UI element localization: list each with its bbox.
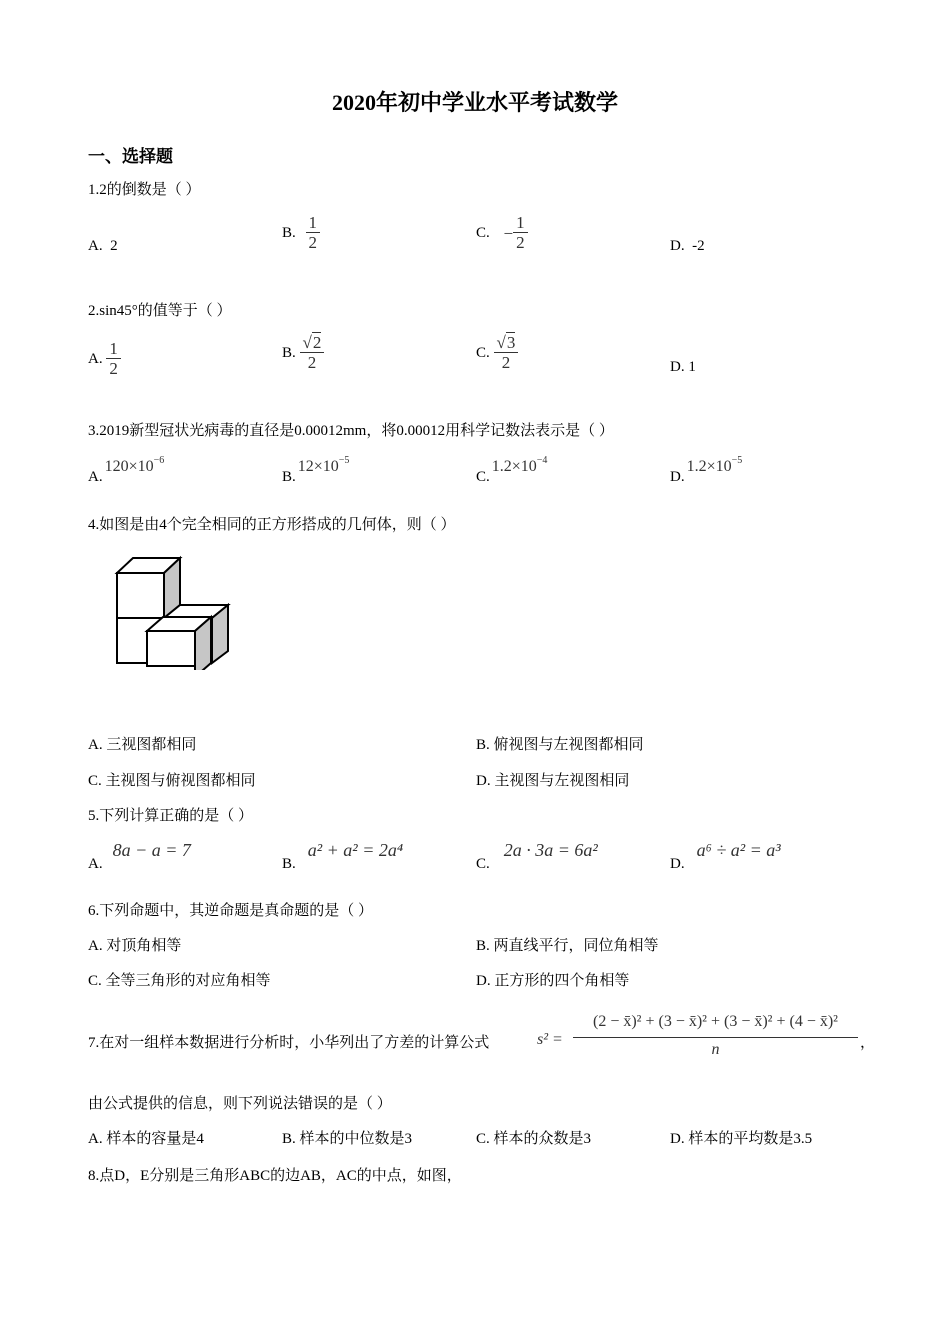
q3-option-d: $D.1.2\times 10^{-5}$ xyxy=(670,455,743,485)
q6-option-d: D. 正方形的四个角相等 xyxy=(476,973,630,989)
q1-option-c: C. − $\frac{1}{2}$ xyxy=(476,214,528,253)
q5-option-d: D.a⁶ ÷ a² = a³ xyxy=(670,840,781,872)
q5-option-c: C.2a · 3a = 6a² xyxy=(476,840,598,872)
q3-option-a: $A.120\times 10^{-6}$ xyxy=(88,455,165,485)
q1-option-d: D. -2 xyxy=(670,238,705,254)
q6-option-a: A. 对顶角相等 xyxy=(88,938,182,954)
q7-comma: ， xyxy=(860,1035,876,1051)
page-title: 2020年初中学业水平考试数学 xyxy=(331,90,618,115)
q7-option-b: B. 样本的中位数是3 xyxy=(282,1131,413,1147)
question-8-stem: 8.点D，E分别是三角形ABC的边AB，AC的中点，如图， xyxy=(88,1168,462,1184)
q1-option-b: B. $\frac{1}{2}$ xyxy=(282,214,320,253)
q7-formula-denominator: n xyxy=(711,1041,720,1058)
q7-option-c: C. 样本的众数是3 xyxy=(476,1131,592,1147)
q1-option-a: A. 2 xyxy=(88,238,118,254)
question-6-stem: 6.下列命题中，其逆命题是真命题的是（ ） xyxy=(88,903,374,919)
q7-option-a: A. 样本的容量是4 xyxy=(88,1131,204,1147)
question-7-stem: 7.在对一组样本数据进行分析时，小华列出了方差的计算公式 xyxy=(88,1035,490,1051)
cube-stack-figure xyxy=(110,555,235,670)
q2-option-a: A. $\frac{1}{2}$ xyxy=(88,340,121,379)
q4-option-a: A. 三视图都相同 xyxy=(88,737,197,753)
q7-formula-fraction xyxy=(573,1010,858,1062)
front-cube-front-face xyxy=(147,631,195,666)
q4-option-b: B. 俯视图与左视图都相同 xyxy=(476,737,644,753)
q6-option-c: C. 全等三角形的对应角相等 xyxy=(88,973,271,989)
q4-option-d: D. 主视图与左视图相同 xyxy=(476,773,630,789)
q2-option-c: C. $\frac{√3}{2}$ xyxy=(476,334,518,373)
section-heading: 一、选择题 xyxy=(88,147,173,166)
q5-option-b: B.a² + a² = 2a⁴ xyxy=(282,840,404,872)
q7-option-d: D. 样本的平均数是3.5 xyxy=(670,1131,813,1147)
question-7-line2: 由公式提供的信息，则下列说法错误的是（ ） xyxy=(88,1096,392,1112)
q2-option-d: D. 1 xyxy=(670,359,696,375)
question-4-stem: 4.如图是由4个完全相同的正方形搭成的几何体，则（ ） xyxy=(88,517,456,533)
question-3-stem: 3.2019新型冠状光病毒的直径是0.00012mm，将0.00012用科学记数法表示是（ ） xyxy=(88,423,614,439)
q3-option-b: $B.12\times 10^{-5}$ xyxy=(282,455,350,485)
question-2-stem: 2.sin45°的值等于（ ） xyxy=(88,303,232,319)
q3-option-c: $C.1.2\times 10^{-4}$ xyxy=(476,455,548,485)
top-cube-front-face xyxy=(117,573,164,618)
question-5-stem: 5.下列计算正确的是（ ） xyxy=(88,808,254,824)
q2-option-b: B. $\frac{√2}{2}$ xyxy=(282,334,324,373)
q6-option-b: B. 两直线平行，同位角相等 xyxy=(476,938,659,954)
q5-option-a: A.8a − a = 7 xyxy=(88,840,191,872)
question-1-stem: 1.2的倒数是（ ） xyxy=(88,182,201,198)
q7-formula-numerator: (2 − x̄)² + (3 − x̄)² + (3 − x̄)² + (4 − x̄)² xyxy=(593,1013,838,1030)
q7-formula-lhs: s² = xyxy=(537,1031,563,1048)
q4-option-c: C. 主视图与俯视图都相同 xyxy=(88,773,256,789)
